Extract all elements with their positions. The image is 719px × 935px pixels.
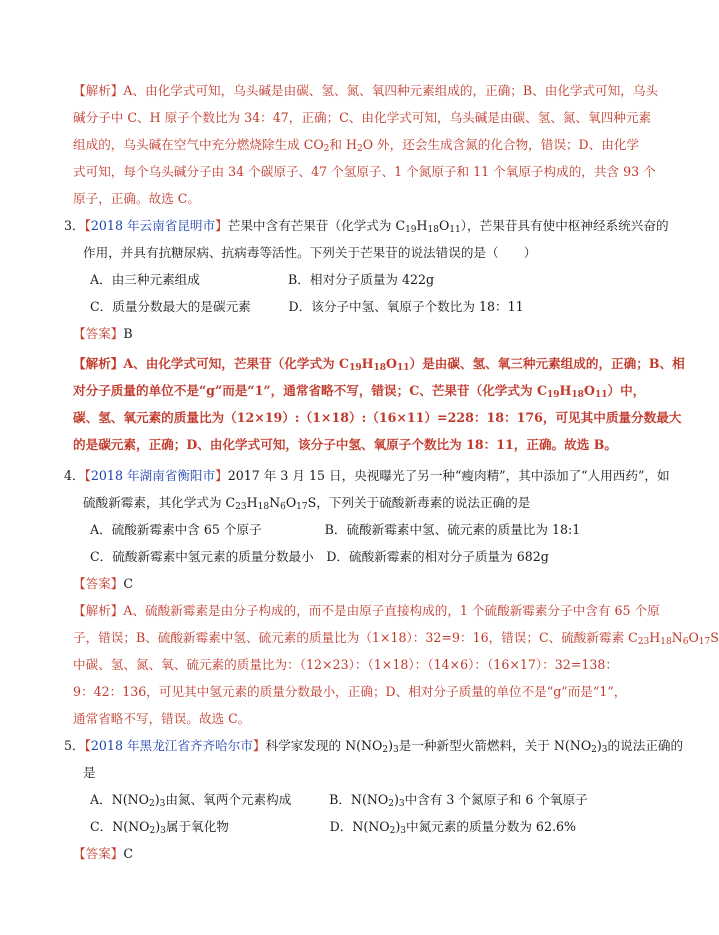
text-segment: 中含有 3 个氮原子和 6 个氧原子 (404, 792, 588, 807)
text-segment: 由氮、氧两个元素构成 (165, 792, 292, 807)
subscript: 2 (323, 144, 330, 154)
text-segment: N (671, 630, 683, 645)
text-segment: H (246, 495, 258, 510)
text-segment: B．硫酸新霉素中氢、硫元素的质量比为 18:1 (261, 522, 581, 537)
analysis-line (73, 190, 200, 208)
analysis-line (73, 436, 617, 454)
analysis-line (73, 136, 639, 154)
text-segment: S (710, 630, 719, 645)
text-segment: 是一种新型火箭燃料，关于 N(NO (398, 738, 592, 753)
subscript: 2 (389, 826, 396, 836)
text-segment: B．相对分子质量为 422g (199, 272, 435, 287)
text-segment: C．N(NO (90, 819, 150, 834)
text-segment: 属于氧化物 (165, 819, 229, 834)
source-label: 2018 年湖南省衡阳市 (90, 468, 216, 483)
analysis-line (73, 683, 626, 701)
text-segment: 【解析】A、由化学式可知，芒果苷（化学式为 C (73, 356, 350, 371)
text-segment: H (416, 218, 428, 233)
question-line (83, 244, 536, 262)
text-segment: C．硫酸新霉素中氢元素的质量分数最小 (90, 549, 314, 564)
text-segment: O (438, 218, 450, 233)
subscript: 18 (571, 390, 584, 400)
text-segment: O (386, 356, 398, 371)
bracket-tag: 【解析】 (73, 603, 124, 618)
subscript: 18 (373, 363, 387, 373)
bracket-tag: 【答案】 (73, 576, 124, 591)
bracket-tag: 【答案】 (73, 326, 124, 341)
text-segment: 4． (64, 468, 85, 483)
text-segment: 的说法正确的 (607, 738, 684, 753)
subscript: 6 (280, 502, 286, 512)
source-label: 2018 年云南省昆明市 (90, 218, 216, 233)
text-segment: 9：42：136，可见其中氢元素的质量分数最小，正确；D、相对分子质量的单位不是“g”而是“1”， (73, 684, 627, 699)
option-line (90, 521, 580, 539)
text-segment: 和 H (329, 137, 357, 152)
text-segment: D．N(NO (228, 819, 390, 834)
question-line (83, 494, 530, 512)
text-segment: 5． (64, 738, 85, 753)
text-segment: ) (155, 819, 161, 834)
text-segment: A．N(NO (90, 792, 149, 807)
subscript: 17 (296, 502, 308, 512)
subscript: 11 (397, 363, 410, 373)
text-segment: D．该分子中氢、氧原子个数比为 18：11 (250, 299, 524, 314)
subscript: 2 (149, 826, 156, 836)
text-segment: ）是由碳、氢、氧三种元素组成的，正确；B、相 (409, 356, 685, 371)
subscript: 18 (257, 502, 270, 512)
text-segment: H (649, 630, 661, 645)
text-segment: 中氮元素的质量分数为 62.6% (405, 819, 576, 834)
text-segment: B (123, 326, 133, 341)
text-segment: D．硫酸新霉素的相对分子质量为 682g (313, 549, 549, 564)
analysis-line (73, 382, 645, 400)
question-line (64, 737, 683, 755)
option-line (90, 298, 524, 316)
text-segment: O 外，还会生成含氮的化合物，错误；D、由化学 (362, 137, 640, 152)
bracket-tag: 】 (215, 218, 228, 233)
text-segment: ) (388, 738, 393, 753)
text-segment: ）中， (607, 383, 646, 398)
text-segment: 碳、氢、氧元素的质量比为（12×19）:（1×18）:（16×11）=228：18：176，可见其中质量分数最大 (73, 410, 682, 425)
text-segment: 对分子质量的单位不是“g”而是“1”，通常省略不写，错误；C、芒果苷（化学式为 C (73, 383, 547, 398)
analysis-line (73, 710, 250, 728)
text-segment: O (583, 383, 595, 398)
text-segment: ) (154, 792, 160, 807)
bracket-tag: 【 (84, 738, 91, 753)
subscript: 18 (660, 637, 672, 647)
text-segment: ) (596, 738, 602, 753)
text-segment: A．硫酸新霉素中含 65 个原子 (90, 522, 262, 537)
text-segment: 芒果中含有芒果苷（化学式为 C (227, 218, 406, 233)
option-line (90, 791, 588, 809)
option-line (90, 818, 576, 836)
text-segment: 式可知，每个乌头碱分子由 34 个碳原子、47 个氢原子、1 个氮原子和 11 个氧原子构成的，共含 93 个 (73, 164, 656, 179)
bracket-tag: 】 (215, 468, 228, 483)
subscript: 3 (159, 799, 166, 809)
option-line (90, 271, 434, 289)
text-segment: B．N(NO (291, 792, 389, 807)
subscript: 19 (405, 225, 417, 235)
analysis-line (73, 656, 618, 674)
text-segment: 碱分子中 C、H 原子个数比为 34：47，正确；C、由化学式可知，乌头碱是由碳、氢、氮、氧四种元素 (73, 110, 652, 125)
text-segment: H (559, 383, 572, 398)
text-segment: H (361, 356, 374, 371)
text-segment: C (123, 576, 134, 591)
subscript: 3 (601, 745, 608, 755)
text-segment: O (285, 495, 297, 510)
subscript: 23 (235, 502, 247, 512)
subscript: 23 (637, 637, 650, 647)
text-segment: C (123, 846, 134, 861)
analysis-line (73, 109, 651, 127)
answer-line (73, 575, 133, 593)
text-segment: 作用，并具有抗糖尿病、抗病毒等活性。下列关于芒果苷的说法错误的是（ ） (83, 245, 537, 260)
subscript: 18 (427, 225, 439, 235)
bracket-tag: 【解析】 (73, 83, 124, 98)
subscript: 3 (400, 826, 406, 836)
text-segment: A、硫酸新霉素是由分子构成的，而不是由原子直接构成的，1 个硫酸新霉素分子中含有 65 个原 (123, 603, 660, 618)
subscript: 19 (349, 363, 362, 373)
bracket-tag: 】 (252, 738, 266, 753)
text-segment: 2017 年 3 月 15 日，央视曝光了另一种“瘦肉精”，其中添加了“人用西药”，如 (227, 468, 670, 483)
bracket-tag: 【答案】 (73, 846, 124, 861)
text-segment: 原子，正确。故选 C。 (73, 191, 200, 206)
text-segment: 中碳、氢、氮、氧、硫元素的质量比为：（12×23）：（1×18）：（14×6）：（16×17）：32=138： (73, 657, 619, 672)
subscript: 19 (546, 390, 560, 400)
analysis-line (73, 82, 658, 100)
text-segment: S，下列关于硫酸新毒素的说法正确的是 (307, 495, 531, 510)
question-line (64, 217, 669, 235)
analysis-line (73, 602, 660, 620)
subscript: 2 (382, 745, 389, 755)
subscript: 3 (393, 745, 399, 755)
subscript: 6 (682, 637, 689, 647)
subscript: 3 (398, 799, 405, 809)
text-segment: ），芒果苷具有使中枢神经系统兴奋的 (460, 218, 669, 233)
text-segment: A、由化学式可知，乌头碱是由碳、氢、氮、氧四种元素组成的，正确；B、由化学式可知，乌头 (123, 83, 659, 98)
text-segment: 的是碳元素，正确；D、由化学式可知，该分子中氢、氧原子个数比为 18：11，正确。故选 B。 (73, 437, 617, 452)
subscript: 2 (591, 745, 597, 755)
source-label: 2018 年黑龙江省齐齐哈尔市 (90, 738, 253, 753)
answer-line (73, 325, 133, 343)
subscript: 11 (449, 225, 461, 235)
text-segment: 硫酸新霉素，其化学式为 C (83, 495, 236, 510)
subscript: 2 (148, 799, 155, 809)
text-segment: N (269, 495, 281, 510)
text-segment: A．由三种元素组成 (90, 272, 200, 287)
text-segment: 组成的，乌头碱在空气中充分燃烧除生成 CO (73, 137, 324, 152)
text-segment: 科学家发现的 N(NO (265, 738, 383, 753)
text-segment: ) (393, 792, 399, 807)
subscript: 11 (594, 390, 608, 400)
analysis-line (73, 355, 685, 373)
subscript: 17 (698, 637, 711, 647)
question-line (83, 764, 96, 782)
subscript: 3 (160, 826, 166, 836)
bracket-tag: 【 (84, 218, 91, 233)
text-segment: 3． (64, 218, 85, 233)
text-segment: C．质量分数最大的是碳元素 (90, 299, 251, 314)
analysis-line (73, 629, 719, 647)
question-line (64, 467, 670, 485)
text-segment: ) (395, 819, 401, 834)
text-segment: O (688, 630, 699, 645)
option-line (90, 548, 549, 566)
subscript: 2 (388, 799, 394, 809)
text-segment: 通常省略不写，错误。故选 C。 (73, 711, 251, 726)
analysis-line (73, 409, 681, 427)
subscript: 2 (356, 144, 363, 154)
answer-line (73, 845, 133, 863)
bracket-tag: 【 (84, 468, 91, 483)
text-segment: 是 (83, 765, 96, 780)
text-segment: 子，错误；B、硫酸新霉素中氢、硫元素的质量比为（1×18）：32=9：16，错误；C、硫酸新霉素 C (73, 630, 638, 645)
analysis-line (73, 163, 656, 181)
